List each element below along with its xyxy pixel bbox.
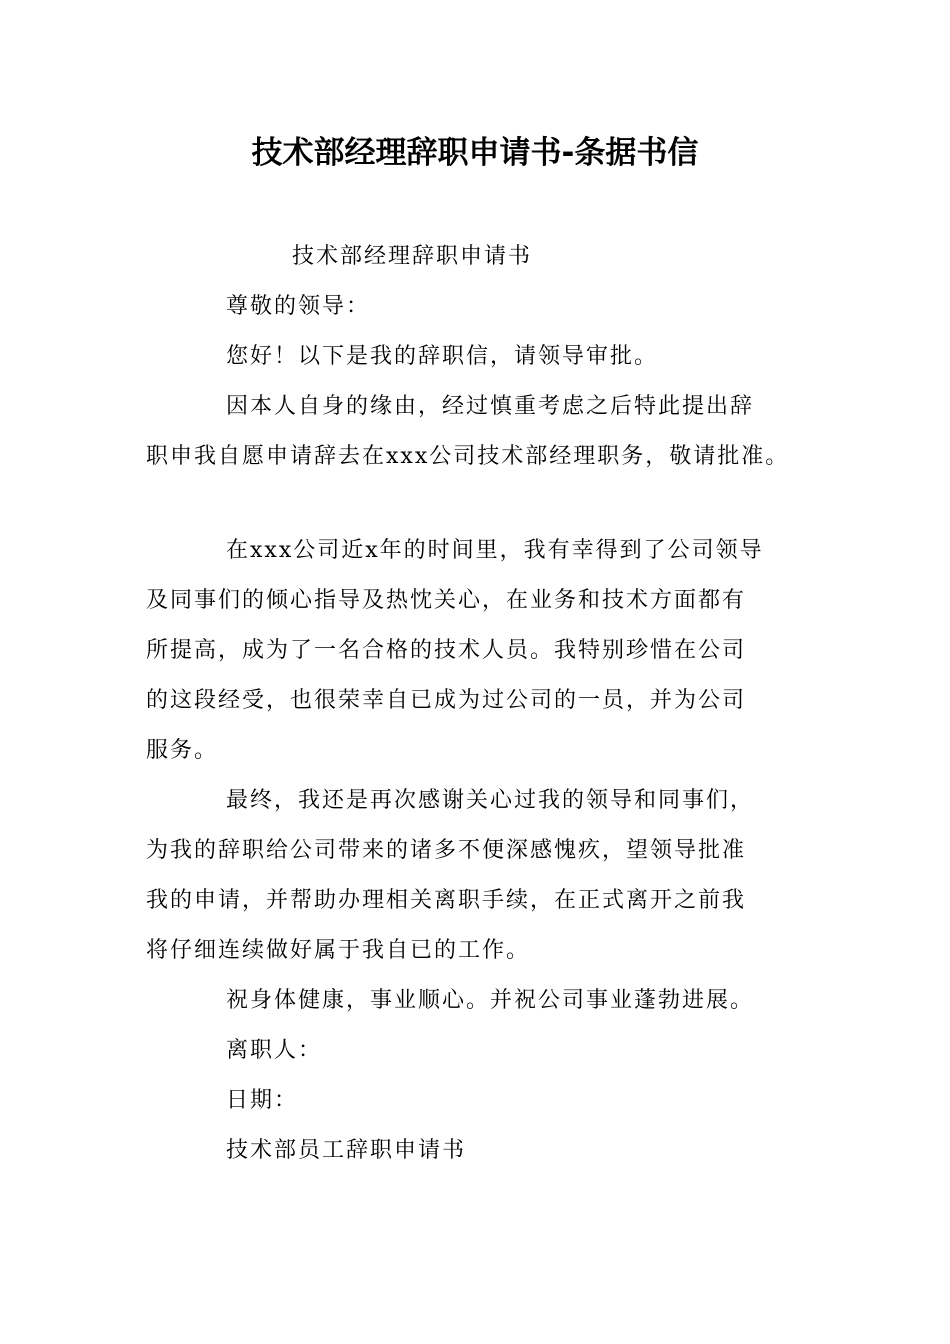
paragraph-line: 我的申请，并帮助办理相关离职手续，在正式离开之前我 bbox=[146, 888, 747, 913]
paragraph-line: 在xxx公司近x年的时间里，我有幸得到了公司领导 bbox=[226, 538, 764, 563]
paragraph-line: 及同事们的倾心指导及热忱关心，在业务和技术方面都有 bbox=[146, 588, 747, 613]
paragraph-request bbox=[146, 776, 811, 976]
letter-subtitle: 技术部经理辞职申请书 bbox=[292, 244, 533, 269]
paragraph-line: 为我的辞职给公司带来的诸多不便深感愧疚，望领导批准 bbox=[146, 838, 747, 863]
next-section-title: 技术部员工辞职申请书 bbox=[226, 1138, 467, 1163]
paragraph-spacer bbox=[146, 482, 811, 526]
greeting: 您好！以下是我的辞职信，请领导审批。 bbox=[226, 344, 659, 369]
paragraph-reason bbox=[146, 382, 811, 482]
paragraph-line: 因本人自身的缘由，经过慎重考虑之后特此提出辞 bbox=[226, 394, 755, 419]
paragraph-line: 的这段经受，也很荣幸自已成为过公司的一员，并为公司 bbox=[146, 688, 747, 713]
paragraph-line: 将仔细连续做好属于我自已的工作。 bbox=[146, 938, 531, 963]
document-title: 技术部经理辞职申请书-条据书信 bbox=[251, 135, 699, 171]
resigner-label: 离职人： bbox=[226, 1038, 323, 1063]
paragraph-line: 所提高，成为了一名合格的技术人员。我特别珍惜在公司 bbox=[146, 638, 747, 663]
paragraph-gratitude bbox=[146, 526, 811, 776]
closing-wish: 祝身体健康，事业顺心。并祝公司事业蓬勃进展。 bbox=[226, 988, 755, 1013]
salutation: 尊敬的领导： bbox=[226, 294, 371, 319]
paragraph-line: 服务。 bbox=[146, 738, 219, 763]
paragraph-line: 最终，我还是再次感谢关心过我的领导和同事们， bbox=[226, 788, 755, 813]
paragraph-line: 职申我自愿申请辞去在xxx公司技术部经理职务，敬请批准。 bbox=[146, 444, 790, 469]
date-label: 日期： bbox=[226, 1088, 299, 1113]
letter-body bbox=[146, 232, 811, 1176]
